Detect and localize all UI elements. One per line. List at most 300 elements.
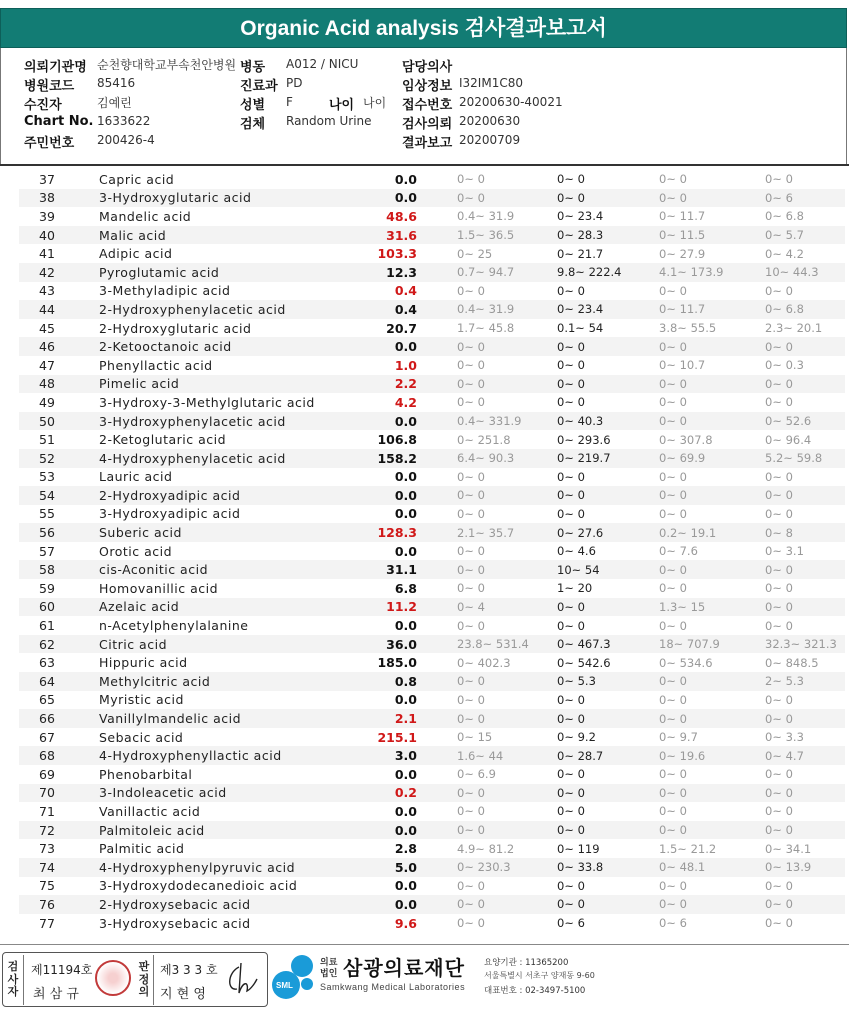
reference-range-1: 0~ 4 [435,598,557,617]
table-row [19,616,845,635]
result-value: 0.0 [377,486,435,505]
analyte-name: 3-Methyladipic acid [99,283,231,299]
analyte-name: Suberic acid [99,523,377,542]
table-row [19,765,845,784]
reference-range-1: 0~ 6.9 [457,767,496,782]
row-number: 41 [39,246,55,262]
table-row [19,319,845,338]
result-value: 1.0 [394,357,417,373]
reference-range-1: 0~ 25 [457,246,493,261]
row-number: 54 [19,486,99,505]
reference-range-4: 2.3~ 20.1 [765,321,823,336]
reference-range-1: 0~ 0 [457,916,485,931]
reference-range-1: 0~ 230.3 [435,858,557,877]
reference-range-2: 0~ 219.7 [557,449,659,468]
result-value: 20.7 [386,320,417,336]
reference-range-4: 0~ 4.7 [765,746,845,765]
analyte-name: Lauric acid [99,469,173,485]
row-number: 75 [39,878,55,894]
reference-range-4: 0~ 0 [765,878,793,893]
result-value: 0.0 [394,618,417,634]
result-value: 0.8 [377,672,435,691]
table-row [19,839,845,858]
reference-range-4: 0~ 0 [765,598,845,617]
reference-range-4: 0~ 6.8 [765,209,804,224]
analyte-name: Hippuric acid [99,655,188,671]
analyte-name: cis-Aconitic acid [99,560,377,579]
reference-range-3: 0~ 0 [659,395,687,410]
analyte-name: Palmitoleic acid [99,821,377,840]
analyte-name: Pyroglutamic acid [99,263,377,282]
reviewer-name: 지 현 영 [160,987,206,1002]
analyte-name: Vanillylmandelic acid [99,709,377,728]
reference-range-1: 0.4~ 31.9 [435,300,557,319]
row-number: 66 [19,709,99,728]
reference-range-3: 0~ 0 [659,692,687,707]
analyte-name: 3-Hydroxyadipic acid [99,506,241,522]
reference-range-2: 0~ 0 [557,767,585,782]
reference-range-2: 0~ 0 [557,337,659,356]
row-number: 37 [39,171,55,187]
table-row [19,337,845,356]
row-number: 40 [19,226,99,245]
reference-range-4: 0~ 0 [765,395,793,410]
reference-range-3: 0~ 0 [659,878,687,893]
reference-range-4: 0~ 0 [765,709,845,728]
row-number: 77 [39,915,55,931]
reference-range-3: 18~ 707.9 [659,635,765,654]
analyte-name: 3-Indoleacetic acid [99,784,377,803]
org-phone: 대표번호 : 02-3497-5100 [484,986,586,996]
analyte-name: 2-Hydroxysebacic acid [99,895,377,914]
reference-range-4: 0~ 0 [765,506,793,521]
table-row [19,542,845,561]
result-value: 0.0 [394,506,417,522]
table-row [19,784,845,803]
analyte-name: 4-Hydroxyphenyllactic acid [99,746,377,765]
row-number: 57 [39,543,55,559]
reference-range-3: 0~ 0 [659,784,765,803]
analyte-name: Orotic acid [99,543,173,559]
row-number: 62 [19,635,99,654]
reference-range-4: 0~ 8 [765,523,845,542]
reference-range-2: 0~ 0 [557,692,585,707]
table-row [19,858,845,877]
sml-logo-text: SML [276,981,293,990]
reference-range-3: 0~ 0 [659,189,765,208]
dept-label: 진료과 [240,79,278,94]
result-value: 0.0 [394,766,417,782]
table-row [19,746,845,765]
institution-value: 순천향대학교부속천안병원 [97,58,237,72]
result-value: 158.2 [377,449,435,468]
result-value: 128.3 [377,523,435,542]
org-name: 삼광의료재단 [343,956,465,980]
reference-range-4: 32.3~ 321.3 [765,635,845,654]
row-number: 76 [19,895,99,914]
reference-range-4: 0~ 34.1 [765,841,812,856]
row-number: 74 [19,858,99,877]
analyte-name: 2-Ketooctanoic acid [99,337,377,356]
reference-range-2: 0~ 6 [557,916,585,931]
table-row [19,356,845,375]
header-divider [0,164,849,166]
reference-range-2: 0~ 0 [557,784,659,803]
reference-range-3: 0~ 0 [659,618,687,633]
table-row [19,579,845,598]
row-number: 65 [39,692,55,708]
analyte-name: 3-Hydroxy-3-Methylglutaric acid [99,394,315,410]
reference-range-4: 10~ 44.3 [765,263,845,282]
result-value: 0.0 [394,469,417,485]
reference-range-2: 0~ 40.3 [557,412,659,431]
result-value: 185.0 [377,655,417,671]
analyte-name: Malic acid [99,226,377,245]
reference-range-1: 0~ 0 [457,358,485,373]
result-value: 0.0 [394,692,417,708]
analyte-name: Azelaic acid [99,598,377,617]
row-number: 45 [39,320,55,336]
reviewer-signature-icon [221,959,261,999]
reference-range-1: 6.4~ 90.3 [435,449,557,468]
reference-range-2: 0~ 5.3 [557,672,659,691]
reference-range-1: 0.7~ 94.7 [435,263,557,282]
result-value: 11.2 [377,598,435,617]
reference-range-1: 0.4~ 331.9 [435,412,557,431]
analyte-name: 3-Hydroxysebacic acid [99,915,251,931]
reference-range-4: 0~ 96.4 [765,432,812,447]
analyte-name: Homovanillic acid [99,580,219,596]
reference-range-1: 0~ 0 [457,804,485,819]
result-value: 103.3 [377,246,417,262]
analyte-name: 3-Hydroxydodecanedioic acid [99,878,298,894]
table-row [19,709,845,728]
reference-range-2: 0~ 0 [557,395,585,410]
reference-range-2: 0~ 0 [557,618,585,633]
reference-range-3: 0~ 0 [659,672,765,691]
reference-range-2: 0~ 542.6 [557,655,611,670]
reference-range-2: 0~ 0 [557,283,585,298]
reference-range-2: 0~ 467.3 [557,635,659,654]
result-value: 31.6 [377,226,435,245]
reference-range-4: 0~ 52.6 [765,412,845,431]
reference-range-3: 0~ 0 [659,581,687,596]
reference-range-1: 0~ 0 [457,395,485,410]
sex-value: F [286,95,293,109]
result-value: 0.0 [377,895,435,914]
reference-range-3: 1.3~ 15 [659,598,765,617]
reference-range-1: 1.7~ 45.8 [457,321,515,336]
result-value: 0.0 [394,803,417,819]
hospital-code-value: 85416 [97,76,136,90]
row-number: 59 [39,580,55,596]
reference-range-2: 0~ 27.6 [557,523,659,542]
institution-label: 의뢰기관명 [24,60,87,75]
reference-range-1: 0~ 0 [457,469,485,484]
reference-range-2: 0~ 0 [557,486,659,505]
reference-range-2: 0~ 0 [557,506,585,521]
result-value: 0.0 [394,171,417,187]
table-row [19,226,845,245]
row-number: 67 [39,729,55,745]
row-number: 60 [19,598,99,617]
analyte-name: Phenyllactic acid [99,357,213,373]
table-row [19,486,845,505]
result-value: 106.8 [377,432,417,448]
examiner-label: 검사자 [7,960,19,998]
reference-range-1: 0~ 0 [457,618,485,633]
analyte-name: 2-Hydroxyphenylacetic acid [99,300,377,319]
chart-no-label: Chart No. [24,114,94,129]
reference-range-4: 0~ 3.3 [765,730,804,745]
table-row [19,468,845,487]
analyte-name: 2-Hydroxyglutaric acid [99,320,252,336]
reference-range-1: 0~ 0 [435,560,557,579]
reference-range-3: 0~ 0 [659,804,687,819]
reference-range-3: 0~ 6 [659,916,687,931]
header-info-panel [0,48,847,164]
sex-label: 성별 [240,98,266,113]
reference-range-1: 0~ 0 [457,544,485,559]
reference-range-1: 0~ 0 [435,709,557,728]
result-value: 0.0 [377,337,435,356]
reference-range-4: 0~ 13.9 [765,858,845,877]
result-value: 0.0 [394,543,417,559]
chart-no-value: 1633622 [97,114,151,128]
reference-range-1: 0~ 0 [457,878,485,893]
reference-range-3: 1.5~ 21.2 [659,841,717,856]
reference-range-4: 0~ 6 [765,189,845,208]
table-row [19,691,845,710]
result-value: 4.2 [394,394,417,410]
table-row [19,523,845,542]
reference-range-2: 0~ 0 [557,878,585,893]
reviewer-label: 판정의 [138,960,150,998]
ward-label: 병동 [240,60,266,75]
receipt-value: 20200630-40021 [459,95,563,109]
result-value: 0.0 [377,189,435,208]
org-prefix-bottom: 법인 [320,969,338,979]
reference-range-4: 0~ 0 [765,618,793,633]
clinical-info-value: I32IM1C80 [459,76,523,90]
reference-range-3: 0~ 0 [659,506,687,521]
reference-range-2: 0~ 293.6 [557,432,611,447]
row-number: 52 [19,449,99,468]
reference-range-3: 3.8~ 55.5 [659,321,717,336]
row-number: 56 [19,523,99,542]
reference-range-1: 0~ 0 [435,672,557,691]
result-value: 9.6 [394,915,417,931]
analyte-name: 4-Hydroxyphenylpyruvic acid [99,858,377,877]
request-label: 검사의뢰 [402,117,453,132]
reference-range-2: 0~ 28.7 [557,746,659,765]
examiner-name: 최 삼 규 [33,987,79,1002]
table-row [19,244,845,263]
table-row [19,802,845,821]
sml-logo-icon [271,952,319,1002]
table-row [19,821,845,840]
care-org-number: 요양기관 : 11365200 [484,958,569,968]
reference-range-4: 0~ 0 [765,375,845,394]
row-number: 39 [39,208,55,224]
reference-range-1: 0~ 15 [457,730,493,745]
table-row [19,375,845,394]
reference-range-3: 0~ 0 [659,821,765,840]
row-number: 58 [19,560,99,579]
reference-range-2: 0~ 9.2 [557,730,596,745]
reference-range-3: 0~ 0 [659,486,765,505]
row-number: 49 [39,394,55,410]
reference-range-2: 0~ 21.7 [557,246,604,261]
reference-range-1: 0~ 251.8 [457,432,511,447]
table-row [19,263,845,282]
table-row [19,895,845,914]
reference-range-4: 0~ 0 [765,916,793,931]
rrn-value: 200426-4 [97,133,155,147]
reference-range-4: 0~ 4.2 [765,246,804,261]
dept-value: PD [286,76,303,90]
reference-range-4: 5.2~ 59.8 [765,449,845,468]
reference-range-1: 0~ 0 [457,581,485,596]
table-row [19,560,845,579]
reference-range-2: 0~ 0 [557,821,659,840]
row-number: 64 [19,672,99,691]
row-number: 69 [39,766,55,782]
result-value: 2.8 [394,841,417,857]
row-number: 55 [39,506,55,522]
reference-range-4: 0~ 0 [765,895,845,914]
table-row [19,282,845,301]
table-row [19,672,845,691]
table-row [19,635,845,654]
analyte-name: Sebacic acid [99,729,184,745]
results-table [19,170,845,932]
reference-range-2: 0~ 0 [557,469,585,484]
analyte-name: Methylcitric acid [99,672,377,691]
analyte-name: Adipic acid [99,246,173,262]
age-label: 나이 [329,98,355,113]
table-row [19,430,845,449]
reference-range-4: 0~ 0 [765,581,793,596]
table-row [19,505,845,524]
reference-range-4: 0~ 0 [765,172,793,187]
analyte-name: Vanillactic acid [99,803,201,819]
reference-range-4: 0~ 0 [765,767,793,782]
reference-range-4: 0~ 0 [765,784,845,803]
examiner-seal-icon [95,960,131,996]
reference-range-2: 0~ 0 [557,172,585,187]
reference-range-4: 0~ 0 [765,486,845,505]
analyte-name: Capric acid [99,171,175,187]
patient-label: 수진자 [24,98,62,113]
reference-range-3: 0~ 48.1 [659,858,765,877]
reference-range-3: 0~ 0 [659,767,687,782]
row-number: 48 [19,375,99,394]
reference-range-1: 0.4~ 31.9 [457,209,515,224]
specimen-value: Random Urine [286,114,372,128]
result-value: 5.0 [377,858,435,877]
reference-range-3: 0~ 69.9 [659,449,765,468]
reference-range-1: 0~ 0 [435,895,557,914]
reference-range-3: 0~ 0 [659,560,765,579]
reference-range-3: 0~ 9.7 [659,730,698,745]
reference-range-4: 0~ 0 [765,804,793,819]
reference-range-1: 2.1~ 35.7 [435,523,557,542]
reference-range-4: 0~ 0 [765,337,845,356]
result-value: 36.0 [377,635,435,654]
receipt-label: 접수번호 [402,98,453,113]
analyte-name: Citric acid [99,635,377,654]
clinical-info-label: 임상정보 [402,79,453,94]
reference-range-3: 0~ 534.6 [659,655,713,670]
reference-range-4: 0~ 0 [765,560,845,579]
reference-range-2: 0~ 0 [557,598,659,617]
org-name-en: Samkwang Medical Laboratories [320,982,466,992]
row-number: 70 [19,784,99,803]
doctor-label: 담당의사 [402,60,453,75]
reference-range-1: 0~ 0 [457,506,485,521]
table-row [19,449,845,468]
reference-range-3: 0~ 0 [659,412,765,431]
analyte-name: n-Acetylphenylalanine [99,618,249,634]
footer-divider [0,944,849,945]
result-value: 6.8 [394,580,417,596]
analyte-name: 3-Hydroxyphenylacetic acid [99,412,377,431]
analyte-name: 4-Hydroxyphenylacetic acid [99,449,377,468]
reference-range-2: 9.8~ 222.4 [557,263,659,282]
analyte-name: Palmitic acid [99,841,185,857]
reference-range-1: 23.8~ 531.4 [435,635,557,654]
result-value: 0.4 [377,300,435,319]
specimen-label: 검체 [240,117,266,132]
reference-range-2: 0~ 0 [557,189,659,208]
reference-range-2: 0~ 28.3 [557,226,659,245]
reference-range-1: 0~ 0 [435,189,557,208]
table-row [19,412,845,431]
result-value: 2.2 [377,375,435,394]
reference-range-3: 0~ 0 [659,895,765,914]
row-number: 43 [39,283,55,299]
report-title: Organic Acid analysis 검사결과보고서 [0,8,847,48]
result-value: 0.0 [394,878,417,894]
reference-range-4: 0~ 0 [765,821,845,840]
examiner-license: 제11194호 [31,963,93,977]
analyte-name: Mandelic acid [99,208,192,224]
reference-range-1: 0~ 0 [435,784,557,803]
org-address: 서울특별시 서초구 양재동 9-60 [484,971,595,980]
reference-range-1: 0~ 0 [435,486,557,505]
result-value: 48.6 [386,208,417,224]
table-row [19,914,845,933]
reference-range-3: 0~ 0 [659,469,687,484]
reference-range-4: 0~ 3.1 [765,544,804,559]
reviewer-license: 제3 3 3 호 [160,963,218,977]
reference-range-2: 0~ 0 [557,375,659,394]
reference-range-2: 0~ 119 [557,841,600,856]
table-row [19,877,845,896]
result-value: 0.2 [377,784,435,803]
analyte-name: 2-Ketoglutaric acid [99,432,227,448]
request-value: 20200630 [459,114,521,128]
reference-range-3: 0~ 11.7 [659,209,706,224]
reference-range-2: 0~ 23.4 [557,300,659,319]
org-prefix-top: 의료 [320,958,338,968]
table-row [19,207,845,226]
table-row [19,393,845,412]
reference-range-3: 0~ 7.6 [659,544,698,559]
table-row [19,598,845,617]
analyte-name: Pimelic acid [99,375,377,394]
